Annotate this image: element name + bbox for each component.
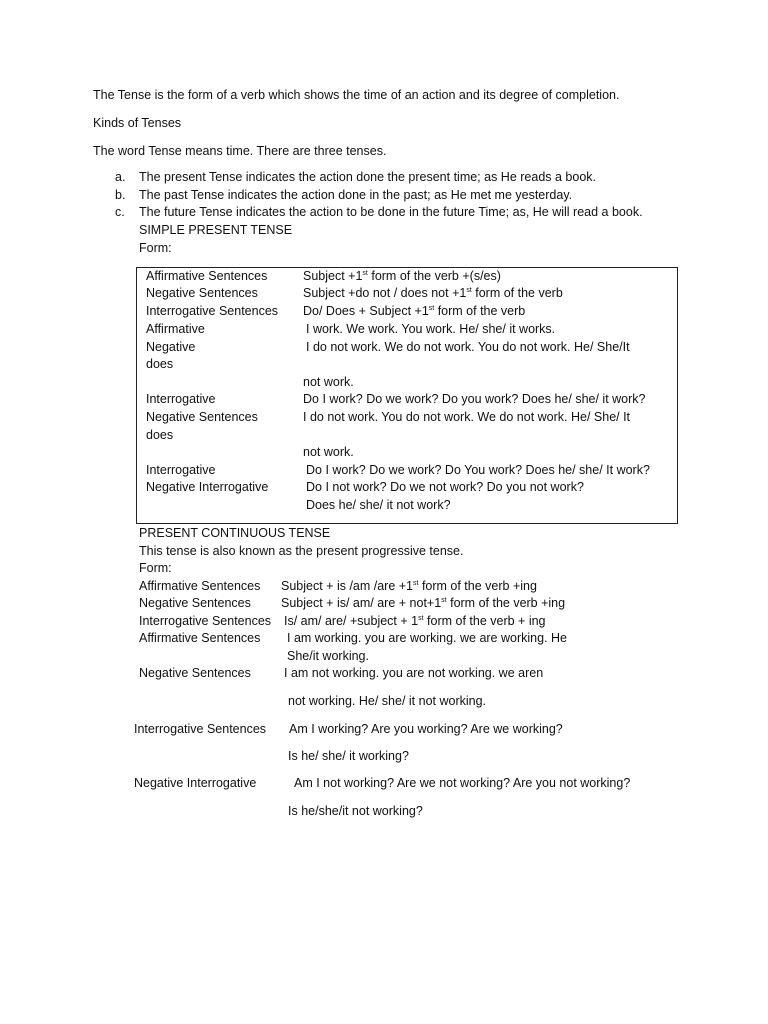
list-marker: c. <box>115 205 125 219</box>
example-row-value: I am working. you are working. we are working. He <box>287 631 567 645</box>
example-row-value: I am not working. you are not working. we aren <box>284 666 544 680</box>
example-row-value: not working. He/ she/ it not working. <box>288 694 487 708</box>
table-row-value: not work. <box>303 375 354 389</box>
example-row-label: Negative Interrogative <box>134 776 257 790</box>
table-row-value: Subject +do not / does not +1st form of the verb <box>303 286 563 300</box>
table-row-label: does <box>146 428 174 442</box>
table-row-value: Do/ Does + Subject +1st form of the verb <box>303 304 526 318</box>
table-row-label: Negative Sentences <box>146 286 258 300</box>
list-marker: b. <box>115 188 126 202</box>
formula-row-value: Is/ am/ are/ +subject + 1st form of the verb + ing <box>284 614 546 628</box>
example-row-label: Affirmative Sentences <box>139 631 261 645</box>
table-row-value: Do I work? Do we work? Do you work? Does he/ she/ it work? <box>303 392 646 406</box>
present-continuous-description: This tense is also known as the present progressive tense. <box>139 544 464 558</box>
example-row-label: Negative Sentences <box>139 666 251 680</box>
table-row-value: Subject +1st form of the verb +(s/es) <box>303 269 501 283</box>
example-row-value: Am I working? Are you working? Are we working? <box>289 722 563 736</box>
example-row-value: Am I not working? Are we not working? Are you not working? <box>294 776 631 790</box>
table-row-value: Do I work? Do we work? Do You work? Does he/ she/ It work? <box>306 463 650 477</box>
example-row-label: Interrogative Sentences <box>134 722 267 736</box>
list-marker: a. <box>115 170 126 184</box>
table-row-label: does <box>146 357 174 371</box>
table-row-label: Interrogative <box>146 463 216 477</box>
three-tenses-text: The word Tense means time. There are three tenses. <box>93 144 387 158</box>
list-item: The future Tense indicates the action to be done in the future Time; as, He will read a book. <box>139 205 643 219</box>
table-row-value: Does he/ she/ it not work? <box>306 498 451 512</box>
table-row-value: I do not work. You do not work. We do not work. He/ She/ It <box>303 410 631 424</box>
formula-row-label: Negative Sentences <box>139 596 251 610</box>
simple-present-heading: SIMPLE PRESENT TENSE <box>139 223 293 237</box>
table-row-value: I do not work. We do not work. You do not work. He/ She/It <box>306 340 630 354</box>
formula-row-label: Interrogative Sentences <box>139 614 272 628</box>
table-row-label: Affirmative Sentences <box>146 269 268 283</box>
example-row-value: She/it working. <box>287 649 369 663</box>
example-row-value: Is he/she/it not working? <box>288 804 423 818</box>
table-row-value: I work. We work. You work. He/ she/ it works. <box>306 322 556 336</box>
tense-definition: The Tense is the form of a verb which shows the time of an action and its degree of completion. <box>93 88 620 102</box>
present-continuous-heading: PRESENT CONTINUOUS TENSE <box>139 526 331 540</box>
table-row-label: Interrogative Sentences <box>146 304 279 318</box>
table-row-label: Negative Sentences <box>146 410 258 424</box>
table-row-value: not work. <box>303 445 354 459</box>
simple-present-form-label: Form: <box>139 241 172 255</box>
table-row-label: Negative Interrogative <box>146 480 269 494</box>
formula-row-label: Affirmative Sentences <box>139 579 261 593</box>
present-continuous-form-label: Form: <box>139 561 172 575</box>
table-row-label: Affirmative <box>146 322 205 336</box>
kinds-heading: Kinds of Tenses <box>93 116 182 130</box>
list-item: The present Tense indicates the action done the present time; as He reads a book. <box>139 170 596 184</box>
table-row-value: Do I not work? Do we not work? Do you not work? <box>306 480 584 494</box>
formula-row-value: Subject + is/ am/ are + not+1st form of the verb +ing <box>281 596 566 610</box>
example-row-value: Is he/ she/ it working? <box>288 749 409 763</box>
table-row-label: Negative <box>146 340 196 354</box>
table-row-label: Interrogative <box>146 392 216 406</box>
list-item: The past Tense indicates the action done in the past; as He met me yesterday. <box>139 188 573 202</box>
formula-row-value: Subject + is /am /are +1st form of the verb +ing <box>281 579 537 593</box>
